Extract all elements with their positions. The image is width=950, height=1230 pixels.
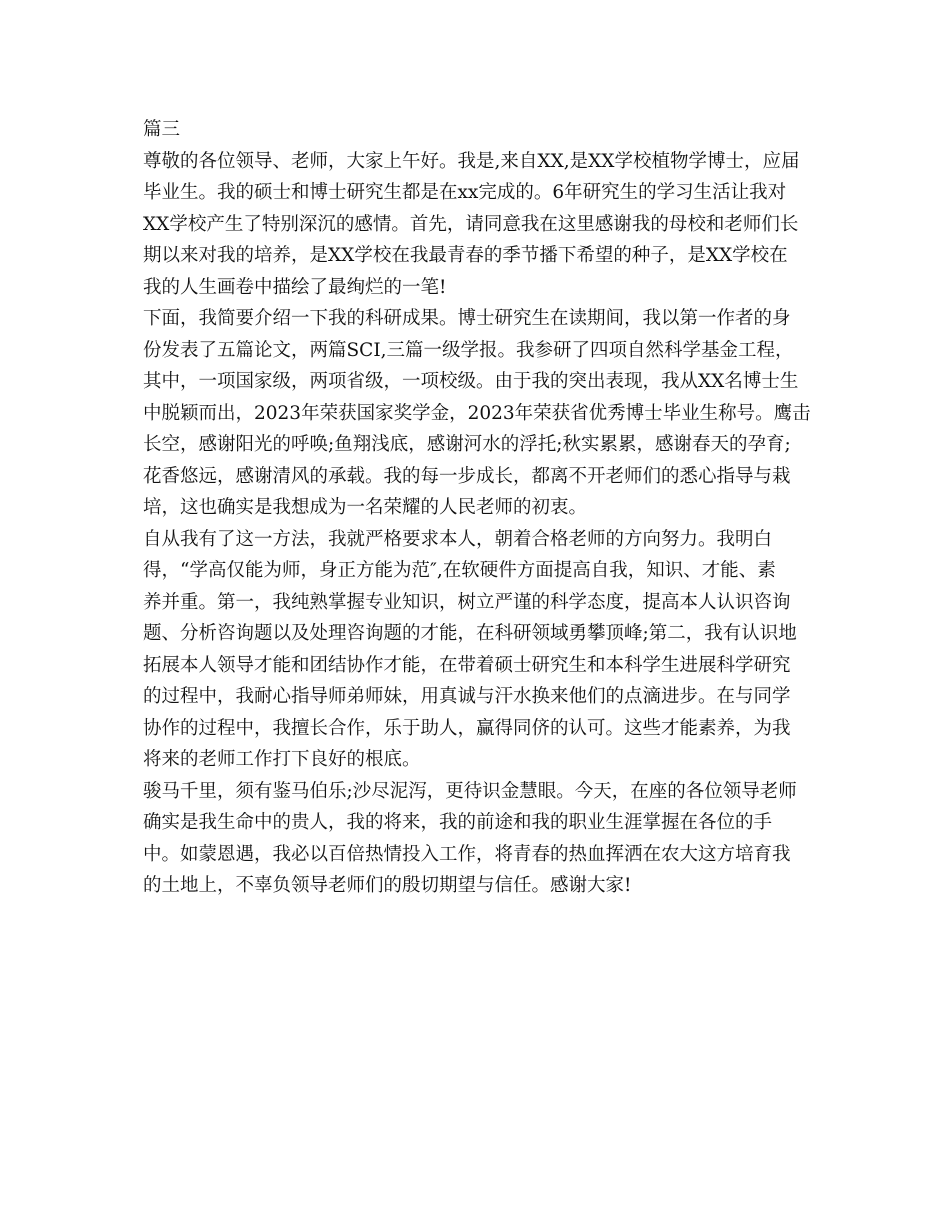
text-line: 养并重。第一，我纯熟掌握专业知识，树立严谨的科学态度，提高本人认识咨询	[143, 591, 791, 613]
text-line: 培，这也确实是我想成为一名荣耀的人民老师的初衷。	[143, 497, 588, 518]
text-line: 中。如蒙恩遇，我必以百倍热情投入工作，将青春的热血挥洒在农大这方培育我	[143, 843, 791, 865]
section-heading: 篇三	[143, 119, 181, 140]
text-line: 确实是我生命中的贵人，我的将来，我的前途和我的职业生涯掌握在各位的手	[143, 812, 773, 833]
text-line: 得，“学高仅能为师，身正方能为范″,在软硬件方面提高自我，知识、才能、素	[143, 560, 776, 581]
text-line: 期以来对我的培养，是XX学校在我最青春的季节播下希望的种子，是XX学校在	[143, 245, 788, 266]
text-line: 题、分析咨询题以及处理咨询题的才能，在科研领域勇攀顶峰;第二，我有认识地	[143, 623, 797, 644]
text-line: 中脱颖而出，2023年荣获国家奖学金，2023年荣获省优秀博士毕业生称号。鹰击	[143, 402, 811, 424]
text-line: 长空，感谢阳光的呼唤;鱼翔浅底，感谢河水的浮托;秋实累累，感谢春天的孕育;	[143, 434, 791, 455]
text-line: 自从我有了这一方法，我就严格要求本人，朝着合格老师的方向努力。我明白	[143, 528, 773, 550]
text-line: 骏马千里，须有鉴马伯乐;沙尽泥泻，更待识金慧眼。今天，在座的各位领导老师	[143, 780, 797, 802]
text-line: 份发表了五篇论文，两篇SCI,三篇一级学报。我参研了四项自然科学基金工程，	[143, 339, 794, 361]
text-line: 花香悠远，感谢清风的承载。我的每一步成长，都离不开老师们的悉心指导与栽	[143, 465, 791, 487]
text-line: 拓展本人领导才能和团结协作才能，在带着硕士研究生和本科学生进展科学研究	[143, 654, 791, 676]
document-body	[143, 114, 811, 902]
text-line: 协作的过程中，我擅长合作，乐于助人，赢得同侪的认可。这些才能素养，为我	[143, 717, 791, 739]
text-line: 尊敬的各位领导、老师，大家上午好。我是,来自XX,是XX学校植物学博士，应届	[143, 150, 800, 172]
text-line: 的过程中，我耐心指导师弟师妹，用真诚与汗水换来他们的点滴进步。在与同学	[143, 686, 791, 707]
text-line: 我的人生画卷中描绘了最绚烂的一笔!	[143, 276, 447, 298]
text-line: 将来的老师工作打下良好的根底。	[143, 749, 421, 770]
text-line: 下面，我简要介绍一下我的科研成果。博士研究生在读期间，我以第一作者的身	[143, 308, 791, 329]
text-line: 的土地上，不辜负领导老师们的殷切期望与信任。感谢大家!	[143, 875, 632, 896]
text-line: 毕业生。我的硕士和博士研究生都是在xx完成的。6年研究生的学习生活让我对	[143, 182, 787, 203]
text-line: XX学校产生了特别深沉的感情。首先，请同意我在这里感谢我的母校和老师们长	[143, 213, 799, 235]
text-line: 其中，一项国家级，两项省级，一项校级。由于我的突出表现，我从XX名博士生	[143, 371, 799, 392]
